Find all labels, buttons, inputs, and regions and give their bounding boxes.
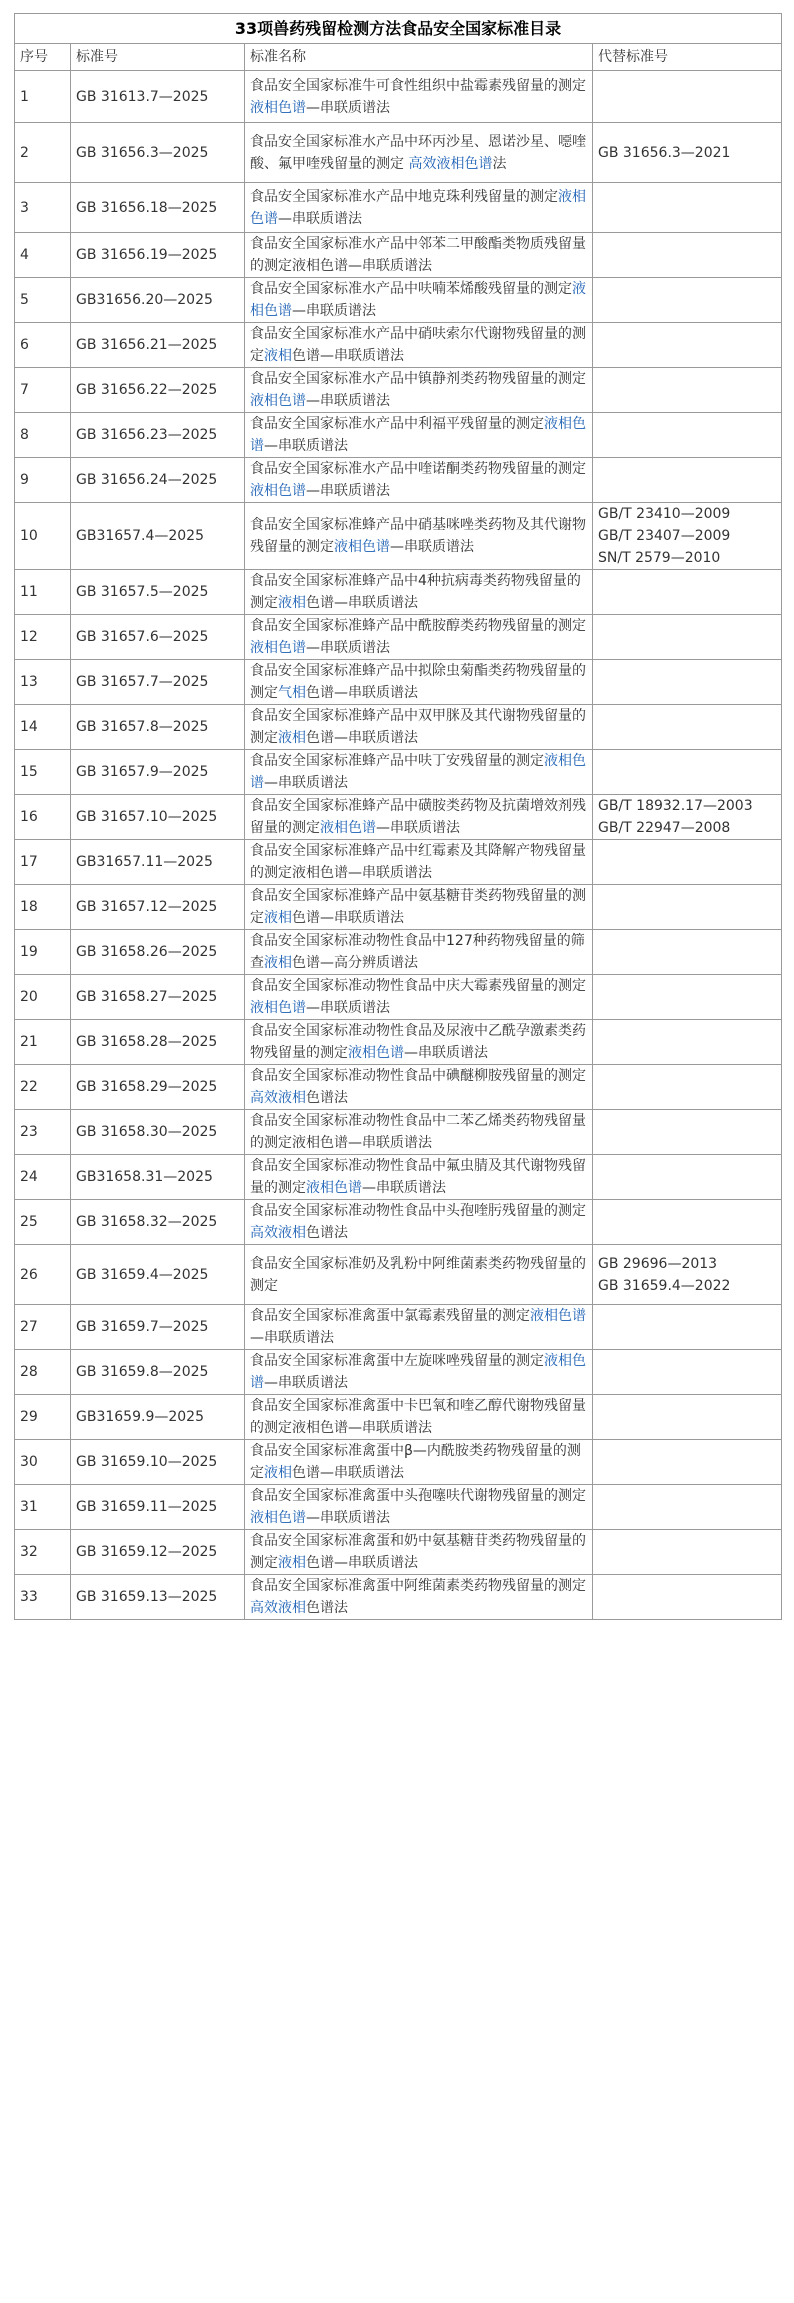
row-number: 14 bbox=[15, 705, 71, 750]
table-row bbox=[15, 368, 782, 413]
table-row bbox=[15, 930, 782, 975]
row-number: 24 bbox=[15, 1155, 71, 1200]
table-row bbox=[15, 570, 782, 615]
table-row bbox=[15, 503, 782, 570]
standard-name-segment: 食品安全国家标准动物性食品中头孢喹肟残留量的测定 bbox=[250, 1203, 586, 1219]
row-number: 3 bbox=[15, 183, 71, 233]
replaced-standards bbox=[593, 660, 782, 705]
standard-name-segment: 色谱—高分辨质谱法 bbox=[292, 955, 418, 971]
standard-name-method-highlight: 液相色谱 bbox=[334, 539, 390, 555]
table-row bbox=[15, 1200, 782, 1245]
replaced-standards bbox=[593, 1395, 782, 1440]
row-number: 31 bbox=[15, 1485, 71, 1530]
row-number: 9 bbox=[15, 458, 71, 503]
standard-name-method-highlight: 液相色谱 bbox=[250, 416, 586, 454]
standard-name-segment: 食品安全国家标准动物性食品中氟虫腈及其代谢物残留量的测定 bbox=[250, 1158, 586, 1196]
table-row bbox=[15, 795, 782, 840]
standard-code: GB 31657.10—2025 bbox=[71, 795, 245, 840]
standard-name bbox=[245, 233, 593, 278]
standard-code: GB 31659.8—2025 bbox=[71, 1350, 245, 1395]
row-number: 8 bbox=[15, 413, 71, 458]
standard-name-segment: 食品安全国家标准蜂产品中氨基糖苷类药物残留量的测定 bbox=[250, 888, 586, 926]
row-number: 20 bbox=[15, 975, 71, 1020]
standard-name bbox=[245, 1155, 593, 1200]
replaced-standards bbox=[593, 71, 782, 123]
replaced-standards bbox=[593, 1530, 782, 1575]
standard-name bbox=[245, 458, 593, 503]
standard-code: GB 31658.32—2025 bbox=[71, 1200, 245, 1245]
standard-name bbox=[245, 1350, 593, 1395]
standard-name-segment: 色谱法 bbox=[306, 1090, 348, 1106]
replaced-standard-code: GB/T 22947—2008 bbox=[598, 820, 731, 836]
table-row bbox=[15, 705, 782, 750]
standard-name-segment: —串联质谱法 bbox=[306, 483, 390, 499]
standard-name-method-highlight: 液相 bbox=[264, 1465, 292, 1481]
table-row bbox=[15, 615, 782, 660]
standard-name-segment: —串联质谱法 bbox=[390, 539, 474, 555]
standard-name-segment: —串联质谱法 bbox=[362, 1180, 446, 1196]
standard-name-segment: —串联质谱法 bbox=[264, 438, 348, 454]
row-number: 29 bbox=[15, 1395, 71, 1440]
standard-name-segment: —串联质谱法 bbox=[292, 303, 376, 319]
standard-name bbox=[245, 1530, 593, 1575]
standard-name-segment: 食品安全国家标准蜂产品中硝基咪唑类药物及其代谢物残留量的测定 bbox=[250, 517, 586, 555]
replaced-standard-code: GB 31656.3—2021 bbox=[598, 144, 731, 161]
table-row bbox=[15, 71, 782, 123]
standard-name bbox=[245, 795, 593, 840]
row-number: 13 bbox=[15, 660, 71, 705]
row-number: 18 bbox=[15, 885, 71, 930]
standard-name-method-highlight: 液相色谱 bbox=[250, 483, 306, 499]
standard-name-segment: 食品安全国家标准水产品中利福平残留量的测定 bbox=[250, 416, 544, 432]
standard-name bbox=[245, 570, 593, 615]
standard-name-method-highlight: 液相 bbox=[264, 955, 292, 971]
standard-name-segment: —串联质谱法 bbox=[250, 1330, 334, 1346]
replaced-standard-code: SN/T 2579—2010 bbox=[598, 550, 721, 566]
standard-code: GB 31656.23—2025 bbox=[71, 413, 245, 458]
header-name: 标准名称 bbox=[245, 44, 593, 71]
standard-name bbox=[245, 660, 593, 705]
row-number: 21 bbox=[15, 1020, 71, 1065]
standard-name bbox=[245, 1245, 593, 1305]
replaced-standards bbox=[593, 503, 782, 570]
standard-name-segment: 法 bbox=[492, 155, 507, 172]
standard-name bbox=[245, 71, 593, 123]
replaced-standards bbox=[593, 413, 782, 458]
standard-code: GB 31657.5—2025 bbox=[71, 570, 245, 615]
standard-name-segment: —串联质谱法 bbox=[306, 640, 390, 656]
standard-name bbox=[245, 1575, 593, 1620]
table-row bbox=[15, 1395, 782, 1440]
replaced-standards bbox=[593, 1065, 782, 1110]
replaced-standards bbox=[593, 1575, 782, 1620]
standard-code: GB 31656.3—2025 bbox=[71, 123, 245, 183]
standard-code: GB 31656.19—2025 bbox=[71, 233, 245, 278]
standard-name-method-highlight: 气相 bbox=[278, 685, 306, 701]
replaced-standards bbox=[593, 278, 782, 323]
row-number: 22 bbox=[15, 1065, 71, 1110]
standard-code: GB 31658.26—2025 bbox=[71, 930, 245, 975]
row-number: 6 bbox=[15, 323, 71, 368]
replaced-standards bbox=[593, 458, 782, 503]
standard-code: GB 31658.29—2025 bbox=[71, 1065, 245, 1110]
standard-code: GB 31657.8—2025 bbox=[71, 705, 245, 750]
standard-name-segment: —串联质谱法 bbox=[264, 1375, 348, 1391]
replaced-standards bbox=[593, 1305, 782, 1350]
table-row bbox=[15, 233, 782, 278]
row-number: 5 bbox=[15, 278, 71, 323]
standard-name-method-highlight: 液相色谱 bbox=[530, 1308, 586, 1324]
table-row bbox=[15, 885, 782, 930]
table-row bbox=[15, 278, 782, 323]
standard-name-segment: 食品安全国家标准水产品中镇静剂类药物残留量的测定 bbox=[250, 371, 586, 387]
standard-name-method-highlight: 液相 bbox=[264, 910, 292, 926]
standard-name-segment: 食品安全国家标准水产品中地克珠利残留量的测定 bbox=[250, 188, 558, 205]
standard-name-method-highlight: 液相 bbox=[278, 1555, 306, 1571]
standard-name-segment: —串联质谱法 bbox=[404, 1045, 488, 1061]
standard-name bbox=[245, 368, 593, 413]
standard-name-method-highlight: 液相色谱 bbox=[306, 1180, 362, 1196]
table-row bbox=[15, 458, 782, 503]
standard-name-segment: 食品安全国家标准蜂产品中酰胺醇类药物残留量的测定 bbox=[250, 618, 586, 634]
standard-name-segment: 食品安全国家标准水产品中呋喃苯烯酸残留量的测定 bbox=[250, 281, 572, 297]
standard-name bbox=[245, 1305, 593, 1350]
standard-name-segment: 色谱—串联质谱法 bbox=[306, 685, 418, 701]
table-row bbox=[15, 183, 782, 233]
standard-name-method-highlight: 液相色谱 bbox=[250, 393, 306, 409]
standard-code: GB 31613.7—2025 bbox=[71, 71, 245, 123]
standard-name bbox=[245, 413, 593, 458]
row-number: 2 bbox=[15, 123, 71, 183]
standard-name bbox=[245, 705, 593, 750]
standard-name-segment: 食品安全国家标准禽蛋中阿维菌素类药物残留量的测定 bbox=[250, 1578, 586, 1594]
replaced-standard-code: GB/T 23407—2009 bbox=[598, 528, 731, 544]
standard-name-method-highlight: 高效液相 bbox=[250, 1090, 306, 1106]
standard-name bbox=[245, 1485, 593, 1530]
row-number: 27 bbox=[15, 1305, 71, 1350]
standard-code: GB 31656.22—2025 bbox=[71, 368, 245, 413]
row-number: 12 bbox=[15, 615, 71, 660]
standards-table bbox=[14, 13, 782, 1620]
row-number: 33 bbox=[15, 1575, 71, 1620]
standard-name-segment: 食品安全国家标准牛可食性组织中盐霉素残留量的测定 bbox=[250, 77, 586, 94]
standard-name-segment: 食品安全国家标准动物性食品及尿液中乙酰孕激素类药物残留量的测定 bbox=[250, 1023, 586, 1061]
replaced-standards bbox=[593, 885, 782, 930]
replaced-standards bbox=[593, 975, 782, 1020]
standard-code: GB31657.11—2025 bbox=[71, 840, 245, 885]
header-code: 标准号 bbox=[71, 44, 245, 71]
standard-code: GB 31656.18—2025 bbox=[71, 183, 245, 233]
row-number: 32 bbox=[15, 1530, 71, 1575]
replaced-standards bbox=[593, 1245, 782, 1305]
replaced-standards bbox=[593, 570, 782, 615]
standard-name-segment: 食品安全国家标准蜂产品中4种抗病毒类药物残留量的测定 bbox=[250, 573, 581, 611]
replaced-standards bbox=[593, 368, 782, 413]
standard-name-segment: —串联质谱法 bbox=[306, 393, 390, 409]
header-no: 序号 bbox=[15, 44, 71, 71]
standard-name-segment: 色谱法 bbox=[306, 1225, 348, 1241]
table-row bbox=[15, 840, 782, 885]
standard-name bbox=[245, 615, 593, 660]
standard-name bbox=[245, 885, 593, 930]
standard-name-segment: —串联质谱法 bbox=[306, 1510, 390, 1526]
standard-name-method-highlight: 液相色谱 bbox=[250, 753, 586, 791]
standard-name-method-highlight: 液相色谱 bbox=[250, 1000, 306, 1016]
standard-code: GB 31657.12—2025 bbox=[71, 885, 245, 930]
standard-code: GB 31657.9—2025 bbox=[71, 750, 245, 795]
standard-name-method-highlight: 高效液相 bbox=[250, 1225, 306, 1241]
replaced-standards bbox=[593, 930, 782, 975]
table-row bbox=[15, 1530, 782, 1575]
standard-name-segment: 食品安全国家标准动物性食品中庆大霉素残留量的测定 bbox=[250, 978, 586, 994]
table-row bbox=[15, 323, 782, 368]
standard-code: GB31656.20—2025 bbox=[71, 278, 245, 323]
standard-name-segment: 食品安全国家标准水产品中环丙沙星、恩诺沙星、噁喹酸、氟甲喹残留量的测定 bbox=[250, 133, 586, 172]
standard-name-segment: 食品安全国家标准动物性食品中碘醚柳胺残留量的测定 bbox=[250, 1068, 586, 1084]
standard-name-segment: 色谱—串联质谱法 bbox=[306, 1555, 418, 1571]
table-row bbox=[15, 1440, 782, 1485]
table-row bbox=[15, 413, 782, 458]
replaced-standards bbox=[593, 1350, 782, 1395]
standard-name-segment: 食品安全国家标准禽蛋中氯霉素残留量的测定 bbox=[250, 1308, 530, 1324]
table-title: 33项兽药残留检测方法食品安全国家标准目录 bbox=[15, 14, 782, 44]
replaced-standards bbox=[593, 1110, 782, 1155]
standard-code: GB 31658.28—2025 bbox=[71, 1020, 245, 1065]
table-row bbox=[15, 750, 782, 795]
table-row bbox=[15, 660, 782, 705]
header-replaces: 代替标准号 bbox=[593, 44, 782, 71]
standard-name bbox=[245, 1200, 593, 1245]
table-row bbox=[15, 975, 782, 1020]
standard-code: GB 31659.13—2025 bbox=[71, 1575, 245, 1620]
standard-name-segment: 食品安全国家标准水产品中硝呋索尔代谢物残留量的测定 bbox=[250, 326, 586, 364]
standard-name bbox=[245, 930, 593, 975]
standard-name-segment: 食品安全国家标准蜂产品中双甲脒及其代谢物残留量的测定 bbox=[250, 708, 586, 746]
standard-name-segment: 色谱—串联质谱法 bbox=[306, 730, 418, 746]
standard-code: GB 31659.7—2025 bbox=[71, 1305, 245, 1350]
replaced-standard-code: GB 29696—2013 bbox=[598, 1255, 718, 1272]
table-row bbox=[15, 1485, 782, 1530]
standard-name-segment: 食品安全国家标准蜂产品中磺胺类药物及抗菌增效剂残留量的测定 bbox=[250, 798, 586, 836]
standard-code: GB 31658.27—2025 bbox=[71, 975, 245, 1020]
replaced-standards bbox=[593, 1485, 782, 1530]
table-row bbox=[15, 1155, 782, 1200]
row-number: 1 bbox=[15, 71, 71, 123]
table-row bbox=[15, 1020, 782, 1065]
row-number: 26 bbox=[15, 1245, 71, 1305]
standard-name-method-highlight: 液相 bbox=[278, 730, 306, 746]
replaced-standards bbox=[593, 323, 782, 368]
standard-code: GB 31659.11—2025 bbox=[71, 1485, 245, 1530]
row-number: 15 bbox=[15, 750, 71, 795]
replaced-standards bbox=[593, 840, 782, 885]
row-number: 16 bbox=[15, 795, 71, 840]
standard-name-segment: 食品安全国家标准水产品中邻苯二甲酸酯类物质残留量的测定液相色谱—串联质谱法 bbox=[250, 236, 586, 274]
standard-name-segment: —串联质谱法 bbox=[376, 820, 460, 836]
header-row bbox=[15, 44, 782, 71]
standard-code: GB 31657.7—2025 bbox=[71, 660, 245, 705]
standard-name-segment: —串联质谱法 bbox=[306, 1000, 390, 1016]
standard-name-method-highlight: 液相色谱 bbox=[250, 640, 306, 656]
standard-name-segment: 色谱—串联质谱法 bbox=[292, 1465, 404, 1481]
replaced-standards bbox=[593, 795, 782, 840]
replaced-standards bbox=[593, 1200, 782, 1245]
standard-code: GB 31658.30—2025 bbox=[71, 1110, 245, 1155]
standard-name-segment: 食品安全国家标准禽蛋中β—内酰胺类药物残留量的测定 bbox=[250, 1443, 581, 1481]
row-number: 4 bbox=[15, 233, 71, 278]
standard-name-method-highlight: 液相 bbox=[278, 595, 306, 611]
standard-code: GB 31659.4—2025 bbox=[71, 1245, 245, 1305]
standard-name-method-highlight: 液相色谱 bbox=[348, 1045, 404, 1061]
table-row bbox=[15, 1350, 782, 1395]
standard-name bbox=[245, 1440, 593, 1485]
standard-name-method-highlight: 液相 bbox=[264, 348, 292, 364]
replaced-standards bbox=[593, 233, 782, 278]
standard-name-method-highlight: 液相色谱 bbox=[250, 1353, 586, 1391]
row-number: 23 bbox=[15, 1110, 71, 1155]
standard-name bbox=[245, 503, 593, 570]
standard-name-segment: 色谱—串联质谱法 bbox=[292, 910, 404, 926]
standard-name bbox=[245, 323, 593, 368]
standards-table-container bbox=[14, 13, 781, 1620]
replaced-standards bbox=[593, 615, 782, 660]
replaced-standards bbox=[593, 1440, 782, 1485]
row-number: 30 bbox=[15, 1440, 71, 1485]
replaced-standard-code: GB 31659.4—2022 bbox=[598, 1277, 731, 1294]
replaced-standards bbox=[593, 750, 782, 795]
table-body bbox=[15, 71, 782, 1620]
standard-name-method-highlight: 高效液相色谱 bbox=[408, 155, 493, 172]
standard-code: GB 31659.12—2025 bbox=[71, 1530, 245, 1575]
standard-name-segment: —串联质谱法 bbox=[264, 775, 348, 791]
standard-name-segment: —串联质谱法 bbox=[306, 99, 390, 116]
table-row bbox=[15, 1245, 782, 1305]
standard-name bbox=[245, 1065, 593, 1110]
standard-name-method-highlight: 液相色谱 bbox=[250, 99, 306, 116]
standard-code: GB 31657.6—2025 bbox=[71, 615, 245, 660]
standard-name bbox=[245, 1110, 593, 1155]
standard-name-method-highlight: 高效液相 bbox=[250, 1600, 306, 1616]
standard-name-method-highlight: 液相色谱 bbox=[250, 188, 586, 227]
table-row bbox=[15, 123, 782, 183]
standard-name bbox=[245, 840, 593, 885]
standard-name-method-highlight: 液相色谱 bbox=[250, 1510, 306, 1526]
row-number: 11 bbox=[15, 570, 71, 615]
standard-name-segment: 食品安全国家标准禽蛋中左旋咪唑残留量的测定 bbox=[250, 1353, 544, 1369]
standard-code: GB 31656.24—2025 bbox=[71, 458, 245, 503]
standard-code: GB31659.9—2025 bbox=[71, 1395, 245, 1440]
replaced-standards bbox=[593, 1020, 782, 1065]
table-row bbox=[15, 1575, 782, 1620]
table-row bbox=[15, 1110, 782, 1155]
standard-name-segment: 食品安全国家标准禽蛋和奶中氨基糖苷类药物残留量的测定 bbox=[250, 1533, 586, 1571]
standard-name bbox=[245, 975, 593, 1020]
replaced-standards bbox=[593, 183, 782, 233]
standard-name bbox=[245, 1020, 593, 1065]
standard-code: GB31658.31—2025 bbox=[71, 1155, 245, 1200]
standard-name-segment: 食品安全国家标准蜂产品中红霉素及其降解产物残留量的测定液相色谱—串联质谱法 bbox=[250, 843, 586, 881]
standard-name bbox=[245, 278, 593, 323]
standard-name bbox=[245, 1395, 593, 1440]
row-number: 10 bbox=[15, 503, 71, 570]
standard-name-segment: 食品安全国家标准蜂产品中呋丁安残留量的测定 bbox=[250, 753, 544, 769]
standard-code: GB31657.4—2025 bbox=[71, 503, 245, 570]
row-number: 19 bbox=[15, 930, 71, 975]
table-row bbox=[15, 1305, 782, 1350]
replaced-standards bbox=[593, 123, 782, 183]
standard-name-segment: 色谱—串联质谱法 bbox=[306, 595, 418, 611]
standard-name-method-highlight: 液相色谱 bbox=[250, 281, 586, 319]
replaced-standards bbox=[593, 1155, 782, 1200]
standard-name bbox=[245, 750, 593, 795]
standard-name-segment: 食品安全国家标准禽蛋中头孢噻呋代谢物残留量的测定 bbox=[250, 1488, 586, 1504]
standard-name-segment: 食品安全国家标准蜂产品中拟除虫菊酯类药物残留量的测定 bbox=[250, 663, 586, 701]
standard-name-segment: 食品安全国家标准奶及乳粉中阿维菌素类药物残留量的测定 bbox=[250, 1255, 586, 1294]
standard-code: GB 31659.10—2025 bbox=[71, 1440, 245, 1485]
row-number: 28 bbox=[15, 1350, 71, 1395]
standard-name bbox=[245, 123, 593, 183]
standard-name-segment: —串联质谱法 bbox=[278, 210, 362, 227]
row-number: 25 bbox=[15, 1200, 71, 1245]
standard-name-segment: 色谱—串联质谱法 bbox=[292, 348, 404, 364]
replaced-standard-code: GB/T 23410—2009 bbox=[598, 506, 731, 522]
standard-name-segment: 食品安全国家标准水产品中喹诺酮类药物残留量的测定 bbox=[250, 461, 586, 477]
standard-name-segment: 食品安全国家标准禽蛋中卡巴氧和喹乙醇代谢物残留量的测定液相色谱—串联质谱法 bbox=[250, 1398, 586, 1436]
standard-name-method-highlight: 液相色谱 bbox=[320, 820, 376, 836]
standard-code: GB 31656.21—2025 bbox=[71, 323, 245, 368]
standard-name-segment: 食品安全国家标准动物性食品中127种药物残留量的筛查 bbox=[250, 933, 585, 971]
row-number: 7 bbox=[15, 368, 71, 413]
standard-name-segment: 色谱法 bbox=[306, 1600, 348, 1616]
title-row bbox=[15, 14, 782, 44]
standard-name bbox=[245, 183, 593, 233]
table-row bbox=[15, 1065, 782, 1110]
replaced-standard-code: GB/T 18932.17—2003 bbox=[598, 798, 753, 814]
row-number: 17 bbox=[15, 840, 71, 885]
replaced-standards bbox=[593, 705, 782, 750]
standard-name-segment: 食品安全国家标准动物性食品中二苯乙烯类药物残留量的测定液相色谱—串联质谱法 bbox=[250, 1113, 586, 1151]
